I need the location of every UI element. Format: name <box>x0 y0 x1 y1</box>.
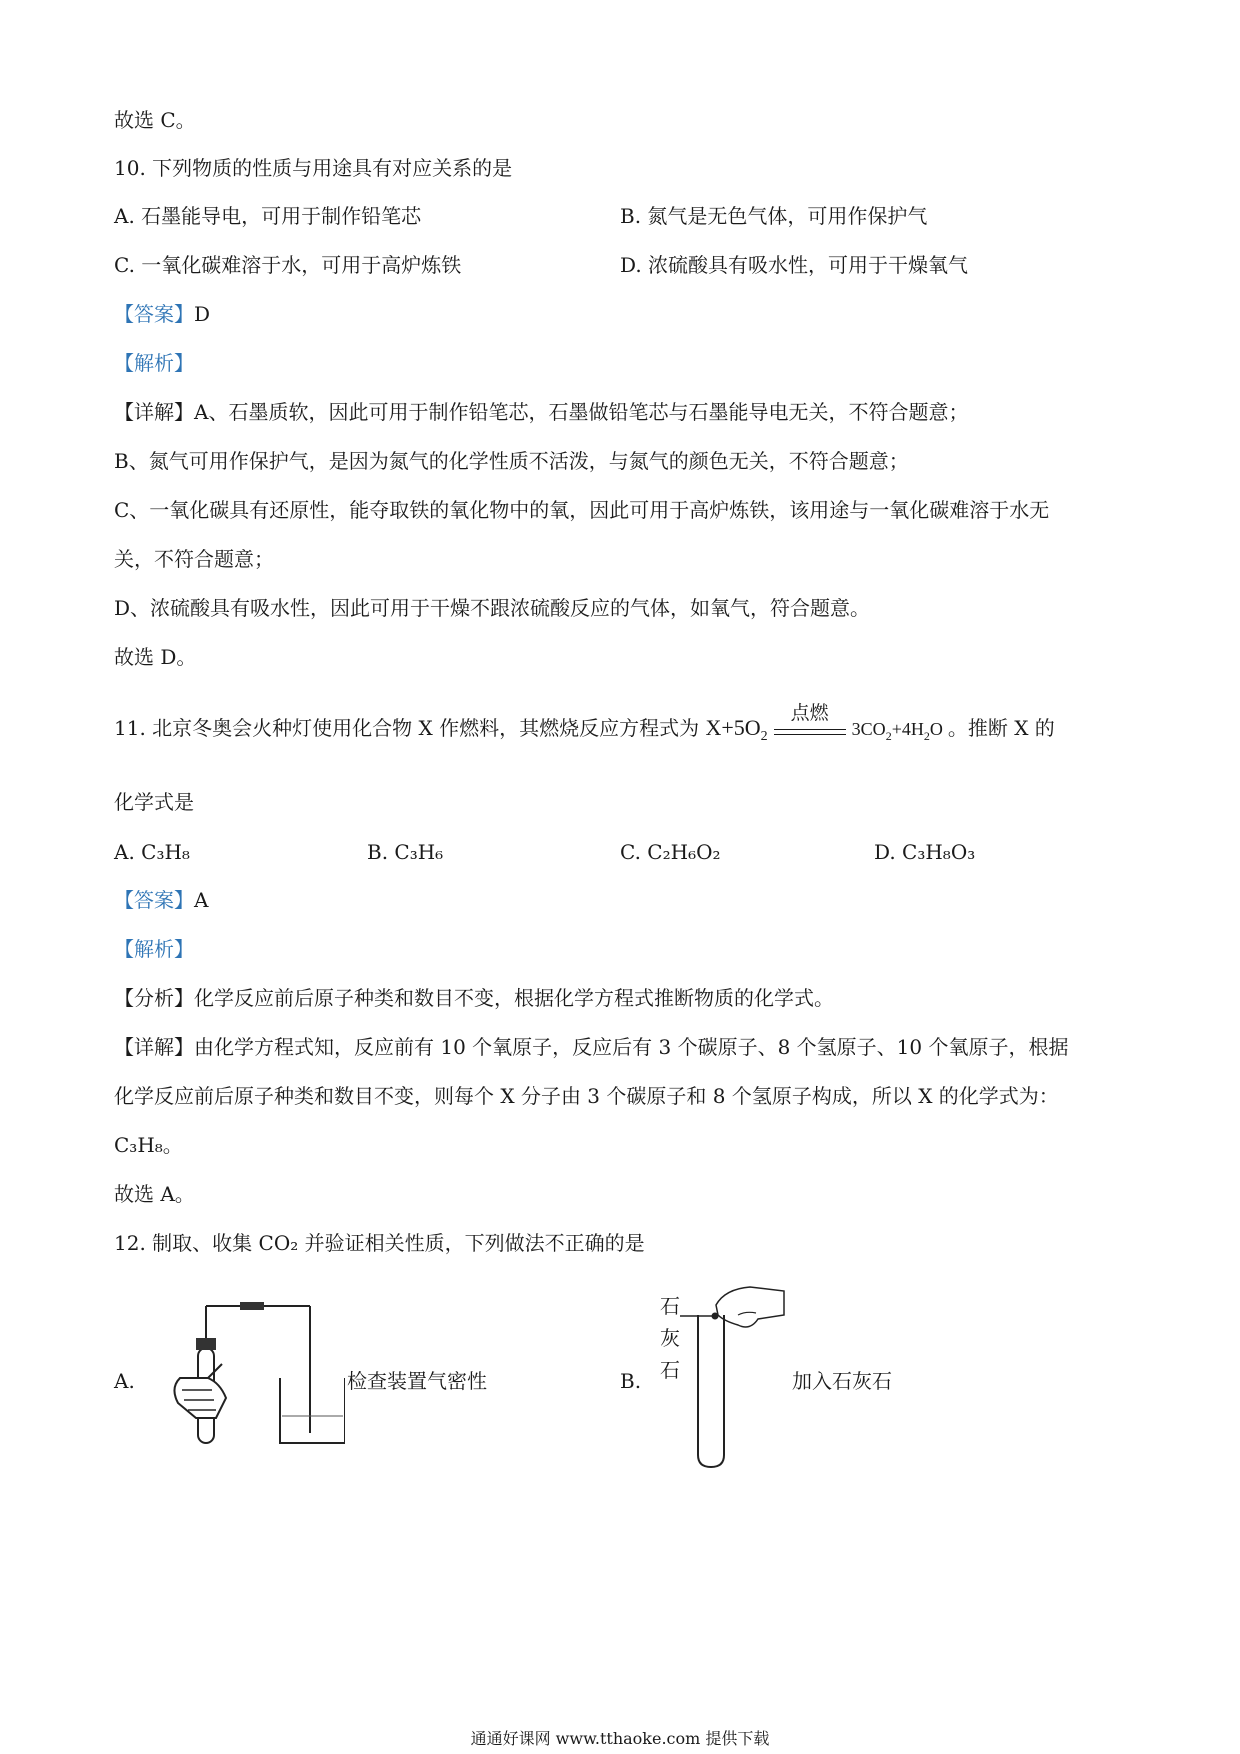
eq-r1-sub: 2 <box>885 729 892 743</box>
q10-analysis-tag: 【解析】 <box>114 351 194 375</box>
fig-b-letter: B. <box>620 1369 642 1393</box>
eq-left: X+5O <box>705 715 761 740</box>
q10-option-c: C. 一氧化碳难溶于水，可用于高炉炼铁 <box>114 253 462 277</box>
detail-text: A、石墨质软，因此可用于制作铅笔芯，石墨做铅笔芯与石墨能导电无关，不符合题意； <box>194 400 969 424</box>
q11-analysis <box>114 984 834 1012</box>
question-11-stem-2: 化学式是 <box>114 790 194 814</box>
page-footer: 通通好课网 www.tthaoke.com 提供下载 <box>470 1729 770 1748</box>
q10-answer <box>114 300 210 328</box>
fig-b-label-3: 石 <box>660 1358 680 1382</box>
eq-r3: O <box>929 719 943 739</box>
q11-conclusion: 故选 A。 <box>114 1182 195 1206</box>
question-10-stem: 10. 下列物质的性质与用途具有对应关系的是 <box>114 156 513 180</box>
q10-detail-1 <box>114 398 968 426</box>
q11-option-c: C. C₂H₆O₂ <box>620 840 721 864</box>
q10-detail-3a: C、一氧化碳具有还原性，能夺取铁的氧化物中的氧，因此可用于高炉炼铁，该用途与一氧化碳难溶于水无 <box>114 498 1050 522</box>
answer-value: D <box>194 302 211 326</box>
airtightness-check-apparatus <box>160 1298 345 1448</box>
equals-arrow <box>774 703 846 744</box>
detail-tag: 【详解】 <box>114 400 194 424</box>
fig-a-letter: A. <box>114 1369 135 1393</box>
add-limestone-apparatus <box>680 1285 785 1470</box>
fig-a-caption: 检查装置气密性 <box>347 1369 487 1393</box>
answer-tag: 【答案】 <box>114 302 194 326</box>
q11-option-b: B. C₃H₆ <box>367 840 444 864</box>
q11-analysis-tag: 【解析】 <box>114 937 194 961</box>
question-12-stem: 12. 制取、收集 CO₂ 并验证相关性质，下列做法不正确的是 <box>114 1231 645 1255</box>
q11-stem-post: 。推断 X 的 <box>947 716 1055 740</box>
q11-option-a: A. C₃H₈ <box>114 840 190 864</box>
eq-left-sub: 2 <box>760 729 768 744</box>
q11-detail-3: C₃H₈。 <box>114 1133 183 1157</box>
eq-r2: +4H <box>891 719 924 739</box>
question-11-stem <box>114 703 1055 751</box>
q11-detail-2: 化学反应前后原子种类和数目不变，则每个 X 分子由 3 个碳原子和 8 个氢原子构成，所以 X 的化学式为： <box>114 1084 1059 1108</box>
reaction-condition: 点燃 <box>790 703 829 725</box>
q11-answer <box>114 886 208 914</box>
eq-r2-sub: 2 <box>923 729 930 743</box>
analysis-tag: 【分析】 <box>114 986 194 1010</box>
text-line: 故选 C。 <box>114 108 196 132</box>
q10-detail-3b: 关，不符合题意； <box>114 547 274 571</box>
q11-detail-1 <box>114 1033 1069 1061</box>
detail-tag: 【详解】 <box>114 1035 194 1059</box>
q10-detail-4: D、浓硫酸具有吸水性，因此可用于干燥不跟浓硫酸反应的气体，如氧气，符合题意。 <box>114 596 871 620</box>
q10-option-b: B. 氮气是无色气体，可用作保护气 <box>620 204 928 228</box>
fig-b-caption: 加入石灰石 <box>792 1369 892 1393</box>
q10-detail-2: B、氮气可用作保护气，是因为氮气的化学性质不活泼，与氮气的颜色无关，不符合题意； <box>114 449 909 473</box>
q11-option-d: D. C₃H₈O₃ <box>874 840 976 864</box>
fig-b-label-2: 灰 <box>660 1326 680 1350</box>
answer-value: A <box>194 888 209 912</box>
q10-conclusion: 故选 D。 <box>114 645 197 669</box>
answer-tag: 【答案】 <box>114 888 194 912</box>
q10-option-d: D. 浓硫酸具有吸水性，可用于干燥氧气 <box>620 253 969 277</box>
q11-stem-pre: 11. 北京冬奥会火种灯使用化合物 X 作燃料，其燃烧反应方程式为 <box>114 716 700 740</box>
detail-text: 由化学方程式知，反应前有 10 个氧原子，反应后有 3 个碳原子、8 个氢原子、10 个氧原子，根据 <box>194 1035 1069 1059</box>
analysis-text: 化学反应前后原子种类和数目不变，根据化学方程式推断物质的化学式。 <box>194 986 834 1010</box>
fig-b-label-1: 石 <box>660 1294 680 1318</box>
eq-r1: 3CO <box>851 719 886 739</box>
chemical-equation <box>705 703 947 744</box>
q10-option-a: A. 石墨能导电，可用于制作铅笔芯 <box>114 204 422 228</box>
